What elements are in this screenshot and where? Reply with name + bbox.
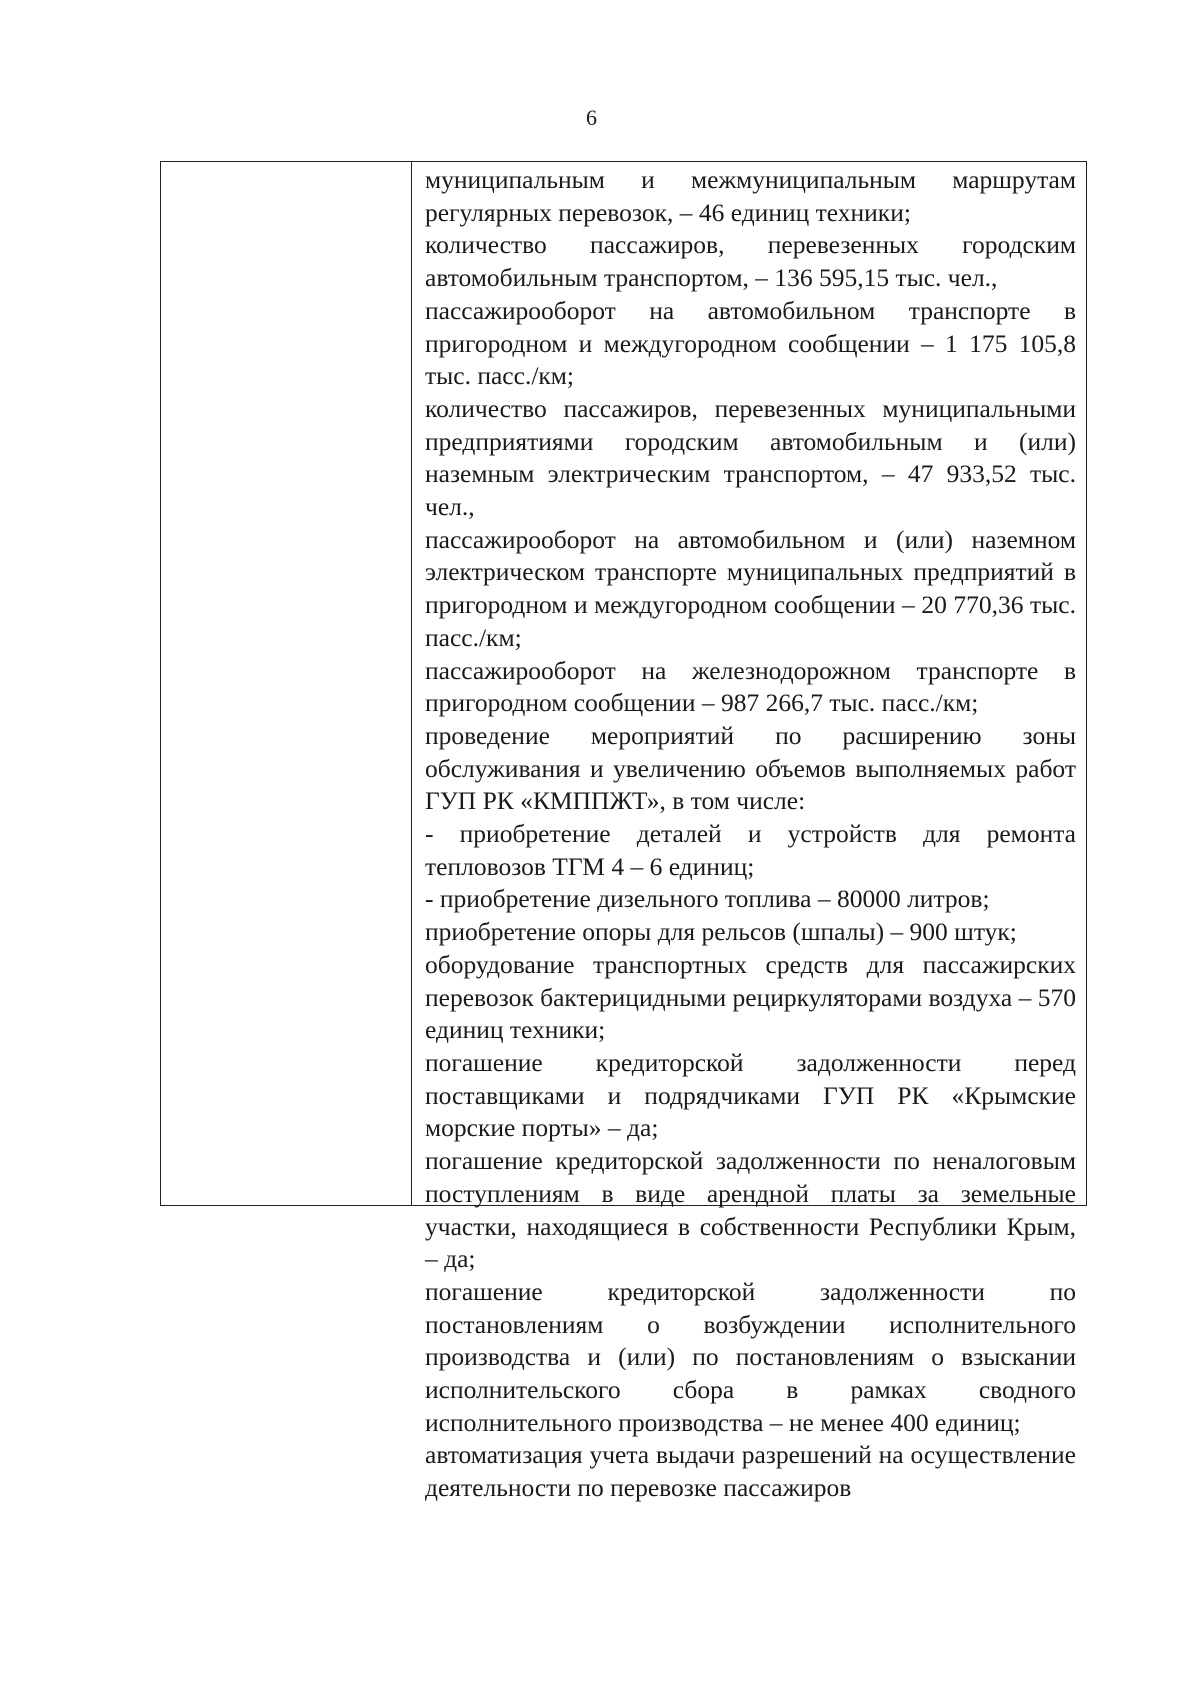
table-paragraph: - приобретение дизельного топлива – 80000 литров;	[425, 884, 990, 914]
table-paragraph: муниципальным и межмуниципальным маршрутам регулярных перевозок, – 46 единиц техники;	[425, 165, 1076, 227]
table-paragraph: - приобретение деталей и устройств для ремонта тепловозов ТГМ 4 – 6 единиц;	[425, 819, 1076, 881]
table-paragraph: погашение кредиторской задолженности по постановлениям о возбуждении исполнительного производства и (или) по постановлениям о взыскании исполнительского сбора в рамках сводного исполнительного производства – не менее 400 единиц;	[425, 1276, 1076, 1437]
table-paragraph: погашение кредиторской задолженности перед поставщиками и подрядчиками ГУП РК «Крымские морские порты» – да;	[425, 1047, 1076, 1143]
page-number: 6	[586, 105, 597, 130]
table-paragraph: пассажирооборот на автомобильном транспорте в пригородном и междугородном сообщении – 1 175 105,8 тыс. пасс./км;	[425, 295, 1076, 391]
table-paragraph: оборудование транспортных средств для пассажирских перевозок бактерицидными рециркуляторами воздуха – 570 единиц техники;	[425, 949, 1076, 1045]
table-paragraph: проведение мероприятий по расширению зоны обслуживания и увеличению объемов выполняемых работ ГУП РК «КМППЖТ», в том числе:	[425, 720, 1076, 816]
table-right-cell	[412, 162, 1086, 1503]
table-left-cell	[161, 162, 412, 1205]
document-table	[160, 161, 1087, 1503]
table-paragraph: пассажирооборот на железнодорожном транспорте в пригородном сообщении – 987 266,7 тыс. пасс./км;	[425, 655, 1076, 718]
table-paragraph: количество пассажиров, перевезенных городским автомобильным транспортом, – 136 595,15 тыс. чел.,	[425, 230, 1076, 293]
table-paragraph: погашение кредиторской задолженности по неналоговым поступлениям в виде арендной платы за земельные участки, находящиеся в собственности Республики Крым, – да;	[425, 1146, 1076, 1274]
table-paragraph: автоматизация учета выдачи разрешений на осуществление деятельности по перевозке пассажиров	[425, 1440, 1076, 1503]
table-paragraph: пассажирооборот на автомобильном и (или) наземном электрическом транспорте муниципальных предприятий в пригородном и междугородном сообщении – 20 770,36 тыс. пасс./км;	[425, 524, 1076, 652]
table-paragraph: приобретение опоры для рельсов (шпалы) – 900 штук;	[425, 917, 1017, 947]
table-paragraph: количество пассажиров, перевезенных муниципальными предприятиями городским автомобильным и (или) наземным электрическим транспортом, – 47 933,52 тыс. чел.,	[425, 393, 1076, 522]
